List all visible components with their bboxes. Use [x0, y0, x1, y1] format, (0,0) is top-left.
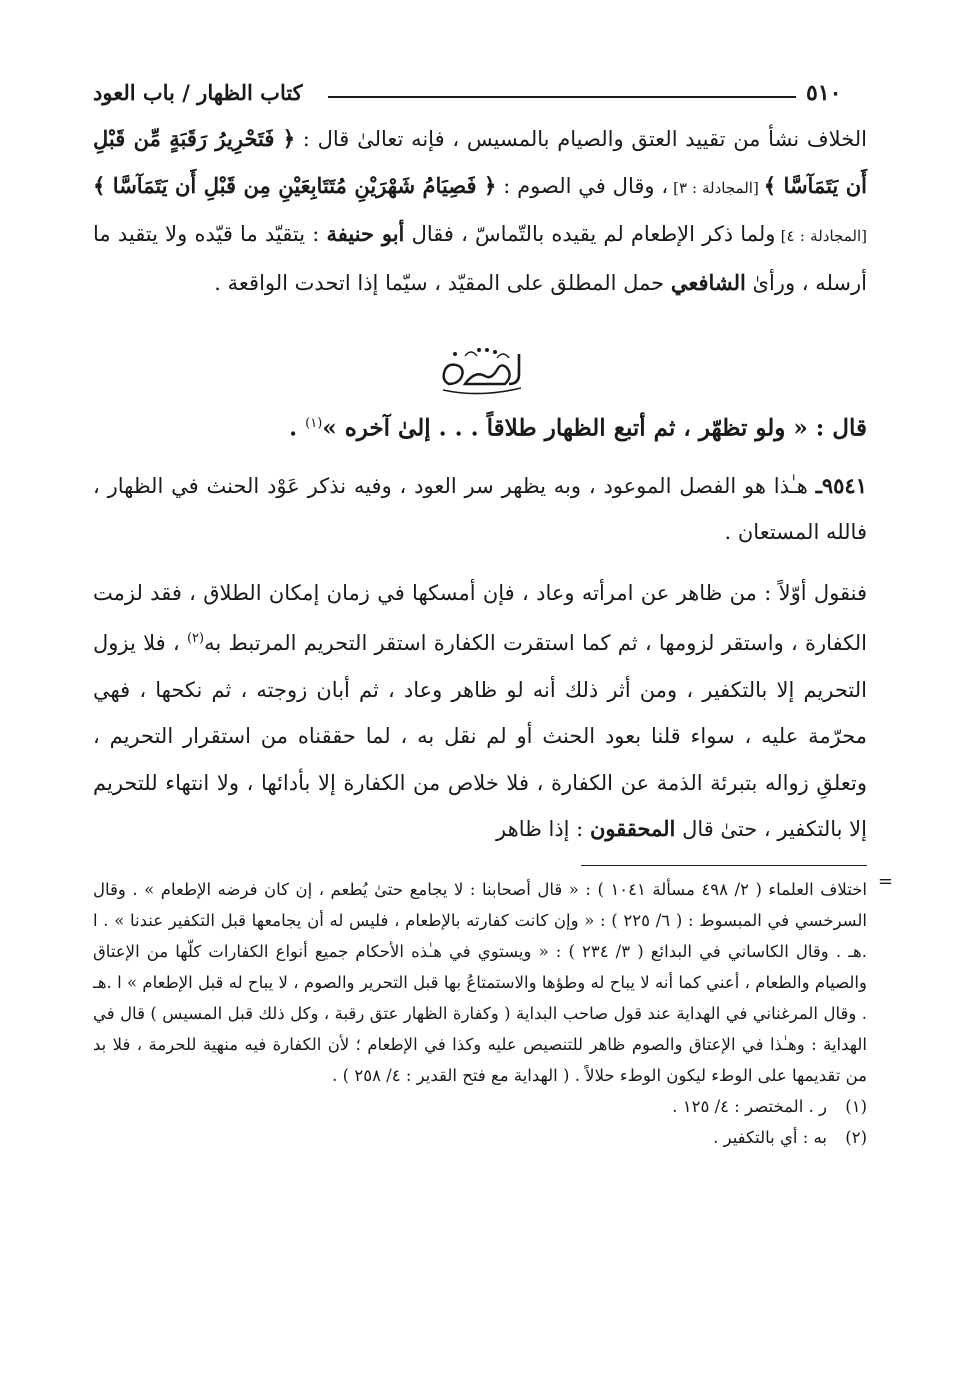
quran-verse-1: ﴿ فَتَحْرِيرُ رَقَبَةٍ مِّن قَبْلِ أَن يَتَمَآسَّا ﴾ [93, 126, 868, 198]
intro-text-3: ولما ذكر الإطعام لم يقيده بالتّماسّ ، فقال [404, 222, 776, 246]
awwalan-text-3: : إذا ظاهر [496, 817, 590, 842]
quran-verse-2: ﴿ فَصِيَامُ شَهْرَيْنِ مُتَتَابِعَيْنِ مِن قَبْلِ أَن يَتَمَآسَّا ﴾ [93, 172, 497, 198]
footnote-separator [581, 865, 867, 866]
verse-reference-1: [المجادلة : ٣] [668, 178, 764, 197]
page-number: ٥١٠ [806, 80, 842, 106]
paragraph-awwalan [93, 570, 867, 853]
paragraph-9541 [93, 463, 867, 556]
intro-paragraph [93, 116, 867, 306]
footnotes-section [93, 870, 893, 1153]
header-rule [328, 96, 796, 98]
term-muhaqqiqun: المحققون [589, 816, 676, 842]
footnote-continued: اختلاف العلماء ( ٢/ ٤٩٨ مسألة ١٠٤١ ) : « قال أصحابنا : لا يجامع حتىٰ يُطعم ، إن كان فرضه الإطعام » . وقال السرخسي في المبسوط : ( ٦/ ٢٢٥ ) : « وإن كانت كفارته بالإطعام ، فليس له أن يجامعها قبل التكفير عندنا » . ا .هـ . وقال الكاساني في البدائع ( ٣/ ٢٣٤ ) : « ويستوي في هـٰذه الأحكام جميع أنواع الكفارات كلّها من الإعتاق والصيام والطعام ، أعني كما أنه لا يباح له وطؤها والاستمتاعُ بها قبل التحرير والصوم ، لا يباح له قبل الإطعام » ا .هـ . وقال المرغناني في الهداية عند قول صاحب البداية ( وكفارة الظهار عتق رقبة ، وكل ذلك قبل المسيس ) قال في الهداية : وهـٰذا في الإعتاق والصوم ظاهر للتنصيص عليه وكذا في الإطعام ؛ لأن الكفارة فيه منهية للحرمة ، فلا بد من تقديمها على الوطء ليكون الوطء حلالاً . ( الهداية مع فتح القدير : ٤/ ٢٥٨ ) . [93, 879, 867, 1085]
qal-end: . [289, 414, 306, 442]
awwalan-text-1: فنقول أوّلاً : من ظاهر عن امرأته وعاد ، فإن أمسكها في زمان إمكان الطلاق ، فقد لزمت الكفارة ، واستقر لزومها ، ثم كما استقرت الكفارة استقر التحريم المرتبط به [93, 580, 868, 656]
intro-text-2: ، وقال في الصوم : [496, 173, 669, 198]
footnote-number: (١) [845, 1096, 867, 1116]
intro-text-5: حمل المطلق على المقيّد ، سيّما إذا اتحدت الواقعة . [214, 270, 671, 295]
page-header [93, 70, 867, 116]
scholar-abu-hanifa: أبو حنيفة [326, 221, 405, 246]
intro-text-1: الخلاف نشأ من تقييد العتق والصيام بالمسيس ، فإنه تعالىٰ قال : [295, 127, 867, 151]
footnote-text: به : أي بالتكفير . [713, 1127, 827, 1147]
footnote-number: (٢) [845, 1127, 867, 1147]
footnote-item [93, 1122, 867, 1153]
footnote-item [93, 1091, 867, 1122]
fasl-calligraphy-icon [435, 340, 525, 398]
continuation-mark: = [877, 870, 893, 892]
footnote-ref-2[interactable]: (٢) [186, 631, 205, 647]
qal-heading [93, 404, 867, 449]
footnote-ref-1[interactable]: (١) [305, 416, 323, 431]
awwalan-text-2: ، فلا يزول التحريم إلا بالتكفير ، ومن أثر ذلك أنه لو ظاهر وعاد ، ثم أبان زوجته ، ثم نكحها ، فهي محرّمة عليه ، سواء قلنا بعود الحنث أو لم نقل به ، لما حققناه من استقرار التحريم ، وتعلقِ زواله بتبرئة الذمة عن الكفارة ، فلا خلاص من الكفارة إلا بأدائها ، ولا انتهاء للتحريم إلا بالتكفير ، حتىٰ قال [93, 631, 867, 842]
paragraph-9541-text: هـٰذا هو الفصل الموعود ، وبه يظهر سر العود ، وفيه نذكر عَوْد الحنث في الظهار ، فالله المستعان . [93, 473, 867, 545]
fasl-section-ornament [93, 340, 867, 398]
scholar-shafii: الشافعي [670, 269, 746, 295]
book-page [93, 70, 893, 1153]
footnote-text: ر . المختصر : ٤/ ١٢٥ . [672, 1096, 827, 1116]
intro-text-4: : يتقيّد ما قيّده ولا يتقيد ما أرسله ، ورأىٰ [93, 222, 867, 295]
paragraph-number: ٩٥٤١ـ [815, 472, 867, 498]
running-title: كتاب الظهار / باب العود [93, 80, 303, 105]
verse-reference-2: [المجادلة : ٤] [775, 227, 867, 245]
qal-text: قال : « ولو تظهّر ، ثم أتبع الظهار طلاقاً . . . إلىٰ آخره » [322, 414, 867, 442]
